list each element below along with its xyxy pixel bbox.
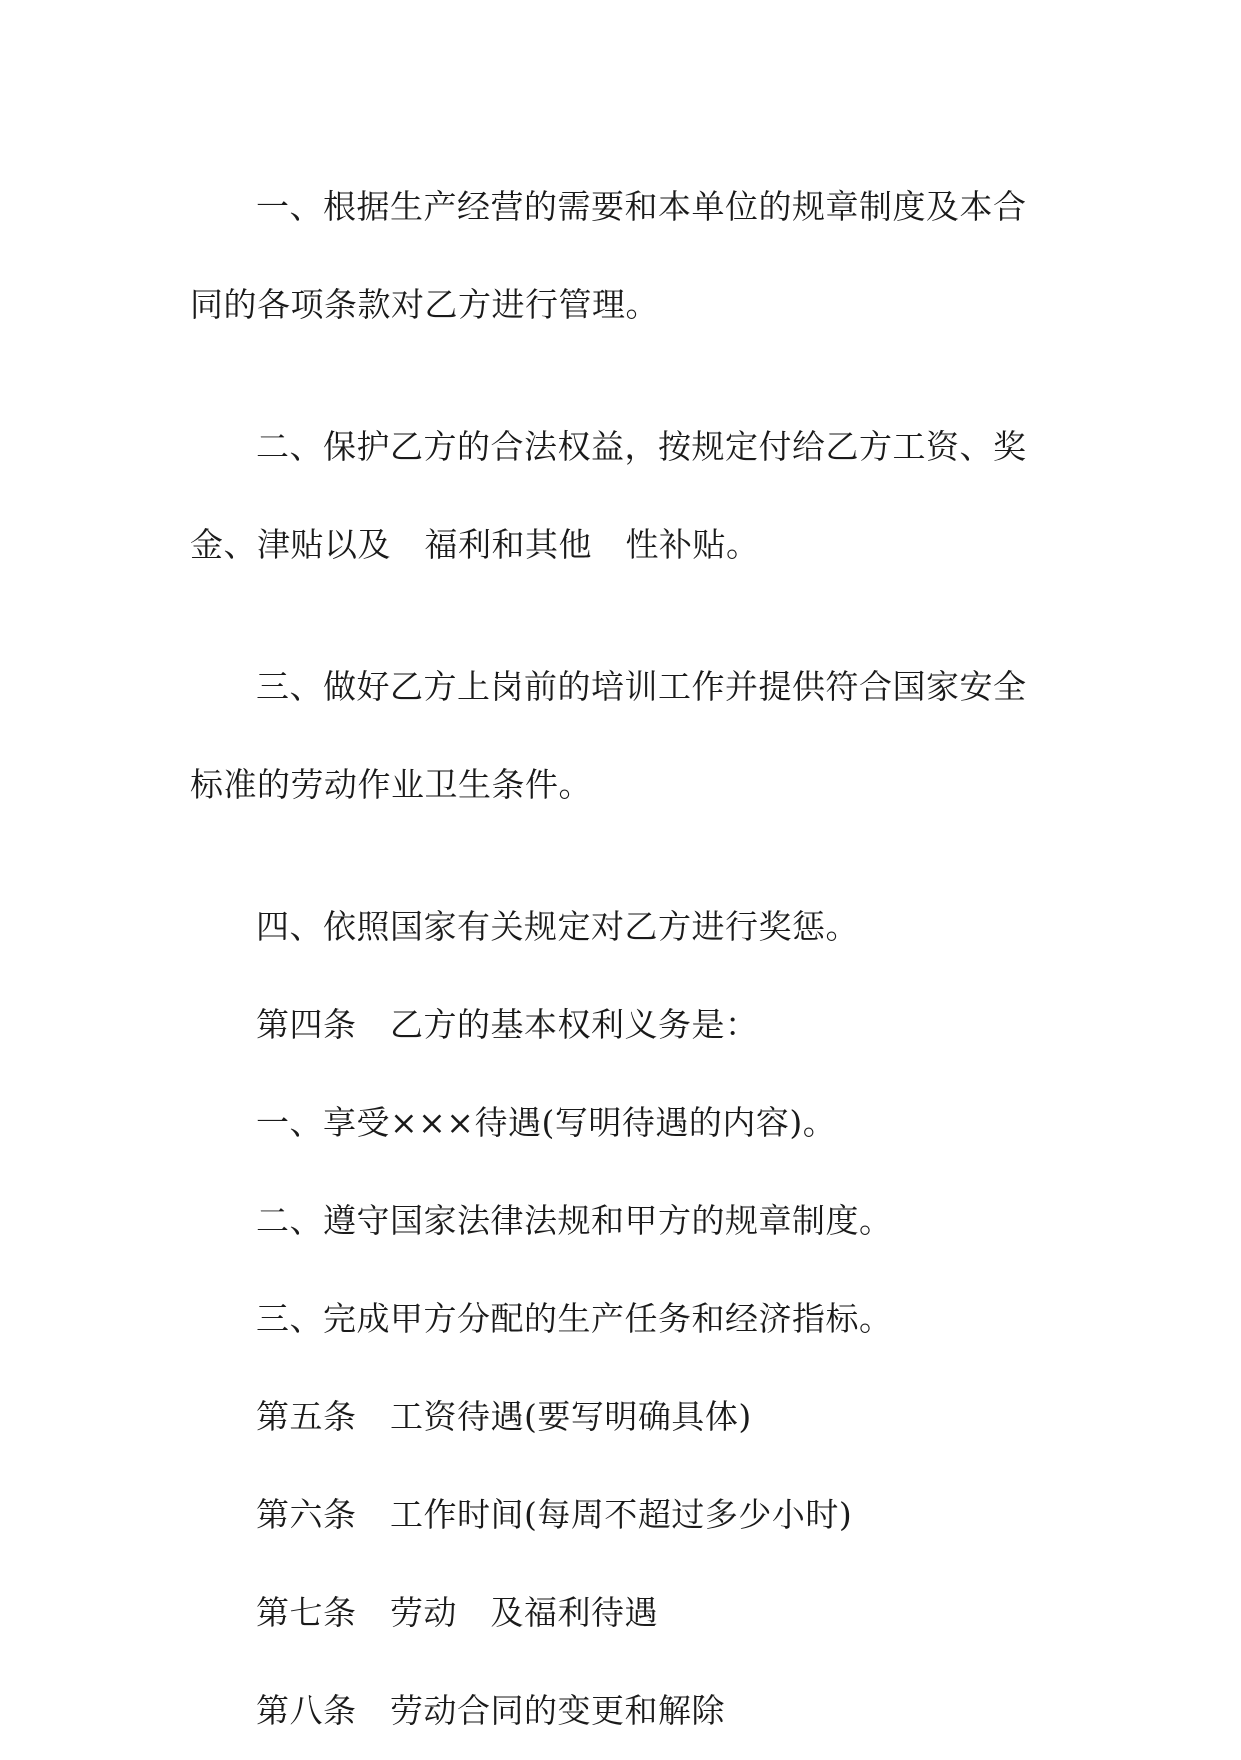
article-eight-heading: 第八条 劳动合同的变更和解除	[256, 1691, 725, 1730]
article-six-heading: 第六条 工作时间(每周不超过多少小时)	[256, 1495, 853, 1534]
article-four-heading: 第四条 乙方的基本权利义务是：	[256, 1005, 759, 1044]
paragraph-protect-rights: 二、保护乙方的合法权益，按规定付给乙方工资、奖金、津贴以及 福利和其他 性补贴。	[190, 427, 1027, 564]
paragraph-management-rights: 一、根据生产经营的需要和本单位的规章制度及本合同的各项条款对乙方进行管理。	[190, 187, 1027, 324]
article-five-heading: 第五条 工资待遇(要写明确具体)	[256, 1397, 752, 1436]
paragraph-complete-tasks: 三、完成甲方分配的生产任务和经济指标。	[256, 1299, 893, 1338]
document-body	[190, 158, 1030, 1760]
paragraph-rewards: 四、依照国家有关规定对乙方进行奖惩。	[256, 907, 859, 946]
article-seven-heading: 第七条 劳动 及福利待遇	[256, 1593, 658, 1632]
paragraph-obey-laws: 二、遵守国家法律法规和甲方的规章制度。	[256, 1201, 893, 1240]
paragraph-treatment: 一、享受×××待遇(写明待遇的内容)。	[256, 1103, 837, 1142]
paragraph-training: 三、做好乙方上岗前的培训工作并提供符合国家安全标准的劳动作业卫生条件。	[190, 667, 1027, 804]
